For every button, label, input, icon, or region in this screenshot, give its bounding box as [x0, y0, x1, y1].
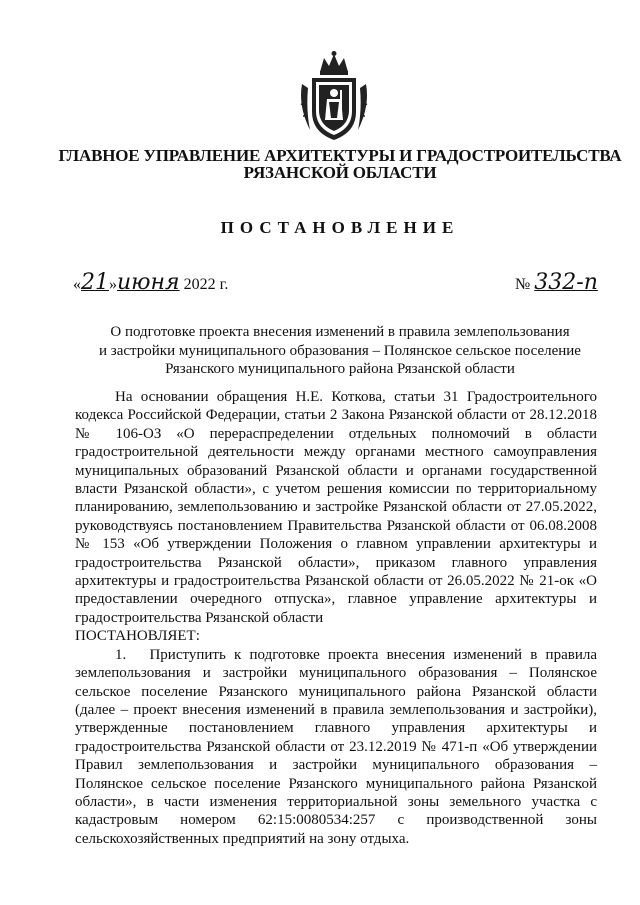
organization-name-line1: ГЛАВНОЕ УПРАВЛЕНИЕ АРХИТЕКТУРЫ И ГРАДОСТРОИТЕЛЬСТВА: [58, 146, 622, 165]
document-number: [515, 270, 598, 295]
date-day: 21: [81, 270, 109, 295]
date-close-quote: »: [109, 276, 117, 293]
date-open-quote: «: [73, 276, 81, 293]
date-month: июня: [117, 270, 180, 295]
document-body: [75, 388, 597, 848]
organization-name-line2: РЯЗАНСКОЙ ОБЛАСТИ: [243, 163, 437, 182]
preamble-paragraph: На основании обращения Н.Е. Коткова, статьи 31 Градостроительного кодекса Российской Федерации, статьи 2 Закона Рязанской области от 28.12.2018 № 106-ОЗ «О перераспределении отдельных полномочий в области градостроительной деятельности между органами местного самоуправления муниципальных образований Рязанской области и органами государственной власти Рязанской области», с учетом решения комиссии по территориальному планированию, землепользованию и застройке Рязанской области от 27.05.2022, руководствуясь постановлением Правительства Рязанской области от 06.08.2008 № 153 «Об утверждении Положения о главном управлении архитектуры и градостроительства Рязанской области», приказом главного управления архитектуры и градостроительства Рязанской области от 26.05.2022 № 21-ок «О предоставлении очередного отпуска», главное управление архитектуры и градостроительства Рязанской области: [75, 389, 597, 626]
number-value: 332-п: [534, 270, 598, 295]
number-prefix: №: [515, 276, 531, 293]
subject-line: Рязанского муниципального района Рязанской области: [165, 361, 515, 377]
subject-line: и застройки муниципального образования – Полянское сельское поселение: [99, 342, 581, 359]
document-subject: [70, 323, 610, 379]
document-date: [73, 270, 228, 295]
ryazan-coat-of-arms-icon: [296, 50, 372, 142]
subject-line: О подготовке проекта внесения изменений в правила землепользования: [110, 324, 570, 340]
date-year: 2022 г.: [183, 276, 229, 293]
resolves-heading: ПОСТАНОВЛЯЕТ:: [75, 628, 200, 645]
document-type-title: ПОСТАНОВЛЕНИЕ: [220, 218, 460, 237]
resolution-item-1: 1. Приступить к подготовке проекта внесения изменений в правила землепользования и застройки муниципального образования – Полянское сельское поселение Рязанского муниципального района Рязанской области (далее – проект внесения изменений в правила землепользования и застройки), утвержденные постановлением главного управления архитектуры и градостроительства Рязанской области от 23.12.2019 № 471-п «Об утверждении Правил землепользования и застройки муниципального образования – Полянское сельское поселение Рязанского муниципального района Рязанской области», в части изменения территориальной зоны земельного участка с кадастровым номером 62:15:0080534:257 с производственной зоны сельскохозяйственных предприятий на зону отдыха.: [75, 646, 597, 847]
